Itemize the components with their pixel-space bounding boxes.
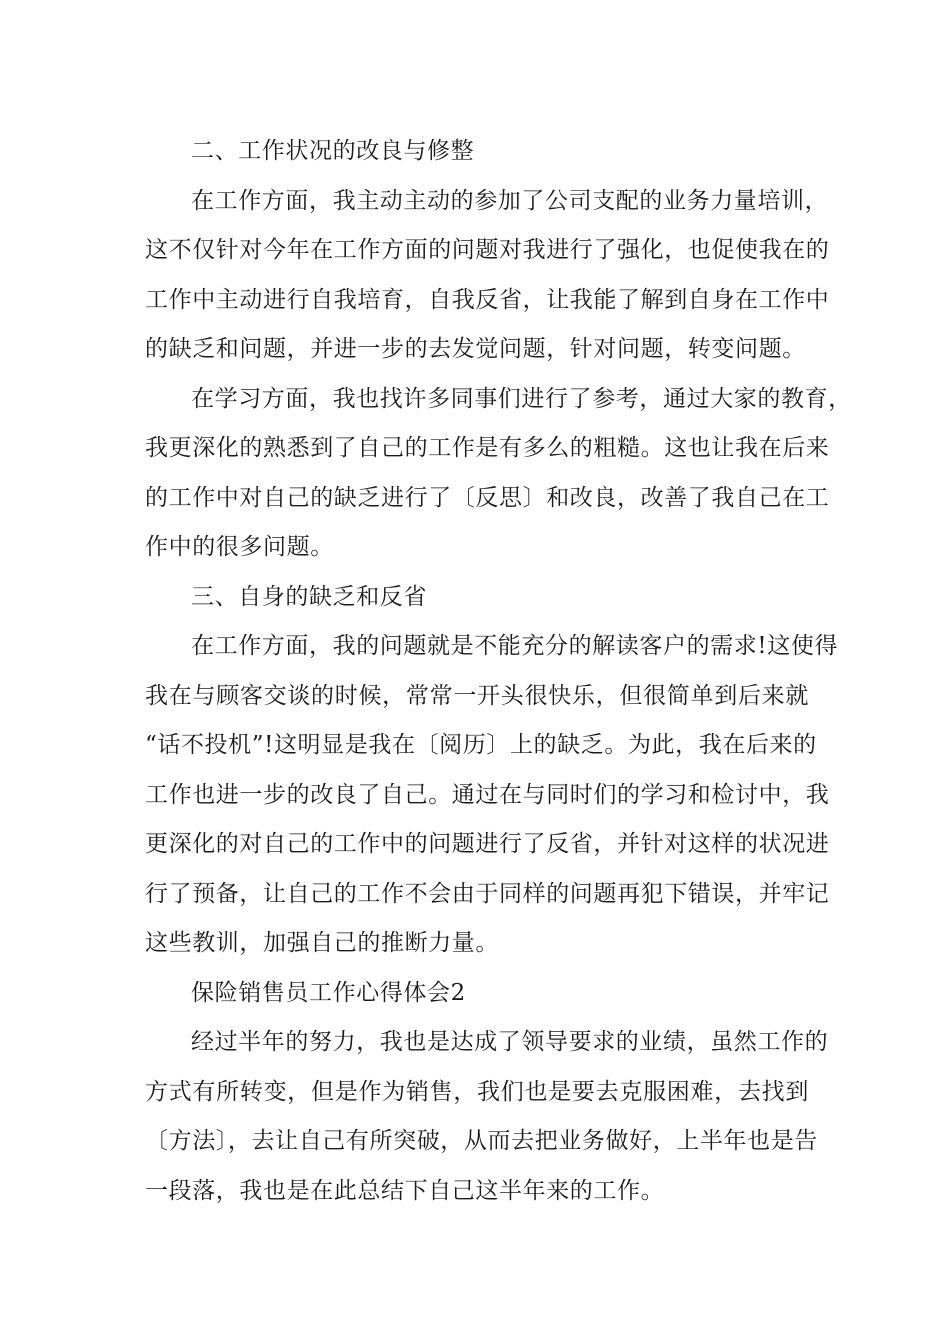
paragraph (145, 1018, 829, 1216)
paragraph-line: 方式有所转变，但是作为销售，我们也是要去克服困难，去找到 (145, 1078, 809, 1105)
paragraph (145, 177, 830, 375)
paragraph (145, 375, 852, 573)
heading-line: 三、自身的缺乏和反省 (191, 583, 427, 610)
paragraph-line: 的工作中对自己的缺乏进行了〔反思〕和改良，改善了我自己在工 (145, 484, 830, 511)
paragraph-line: 一段落，我也是在此总结下自己这半年来的工作。 (145, 1177, 665, 1204)
paragraph-line: 工作中主动进行自我培育，自我反省，让我能了解到自身在工作中 (145, 286, 830, 313)
paragraph-line: 经过半年的努力，我也是达成了领导要求的业绩，虽然工作的 (191, 1029, 829, 1055)
paragraph-line: 的缺乏和问题，并进一步的去发觉问题，针对问题，转变问题。 (145, 336, 806, 362)
paragraph-line: 〔方法〕，去让自己有所突破，从而去把业务做好，上半年也是告 (145, 1128, 818, 1154)
heading-line: 保险销售员工作心得体会2 (191, 979, 466, 1006)
paragraph-line: 在工作方面，我的问题就是不能充分的解读客户的需求!这使得 (191, 633, 839, 659)
paragraph-line: “话不投机”!这明显是我在〔阅历〕上的缺乏。为此，我在后来的 (145, 732, 817, 758)
paragraph-line: 更深化的对自己的工作中的问题进行了反省，并针对这样的状况进 (145, 831, 830, 857)
paragraph (145, 622, 839, 969)
paragraph-line: 这些教训，加强自己的推断力量。 (145, 930, 499, 956)
section-heading (145, 573, 809, 623)
paragraph-line: 作中的很多问题。 (145, 534, 334, 560)
paragraph-line: 我在与顾客交谈的时候，常常一开头很快乐，但很简单到后来就 (145, 682, 809, 709)
section-heading (145, 969, 809, 1019)
paragraph-line: 工作也进一步的改良了自己。通过在与同时们的学习和检讨中，我 (145, 781, 830, 808)
paragraph-line: 这不仅针对今年在工作方面的问题对我进行了强化，也促使我在的 (145, 237, 830, 263)
paragraph-line: 行了预备，让自己的工作不会由于同样的问题再犯下错误，并牢记 (145, 880, 830, 907)
paragraph-line: 在工作方面，我主动主动的参加了公司支配的业务力量培训， (191, 187, 829, 214)
heading-line: 二、工作状况的改良与修整 (191, 138, 475, 164)
document-body (145, 127, 852, 1216)
paragraph-line: 我更深化的熟悉到了自己的工作是有多么的粗糙。这也让我在后来 (145, 435, 830, 461)
section-heading (145, 127, 809, 177)
paragraph-line: 在学习方面，我也找许多同事们进行了参考，通过大家的教育， (191, 385, 852, 412)
